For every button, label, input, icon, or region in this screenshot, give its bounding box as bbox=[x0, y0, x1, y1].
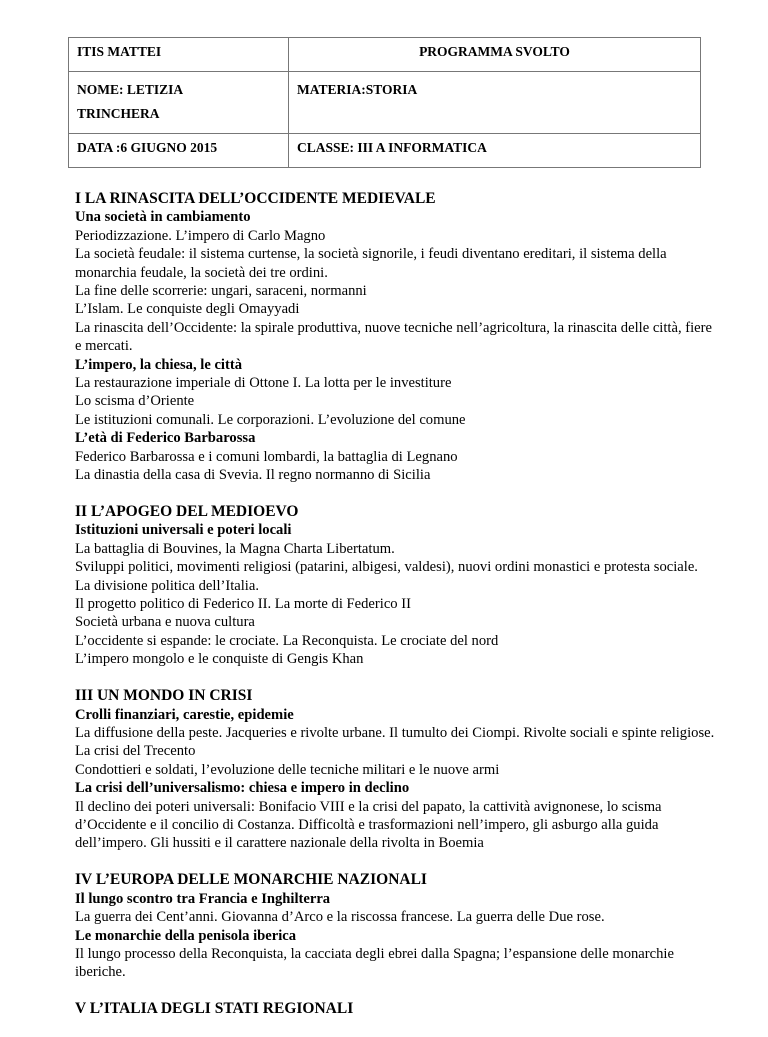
subsection-heading: Crolli finanziari, carestie, epidemie bbox=[75, 706, 294, 723]
topic-line: Federico Barbarossa e i comuni lombardi, la battaglia di Legnano bbox=[75, 448, 458, 465]
subsection-heading: Una società in cambiamento bbox=[75, 209, 251, 226]
subject-cell: MATERIA:STORIA bbox=[289, 72, 701, 134]
section-title: III UN MONDO IN CRISI bbox=[75, 687, 253, 705]
program-content bbox=[75, 190, 715, 1037]
topic-line: La restaurazione imperiale di Ottone I. La lotta per le investiture bbox=[75, 375, 452, 392]
name-cell bbox=[69, 72, 289, 134]
topic-line: La guerra dei Cent’anni. Giovanna d’Arco e la riscossa francese. La guerra delle Due rose. bbox=[75, 909, 605, 926]
topic-line: L’occidente si espande: le crociate. La Reconquista. Le crociate del nord bbox=[75, 632, 499, 649]
section bbox=[75, 190, 715, 485]
topic-line: Le istituzioni comunali. Le corporazioni. L’evoluzione del comune bbox=[75, 411, 466, 428]
topic-line: Il declino dei poteri universali: Bonifacio VIII e la crisi del papato, la cattività avignonese, lo scisma d’Occidente e il concilio di Costanza. Difficoltà e trasformazioni nell’impero, gli asburgo alla guida dell’impero. Gli hussiti e il carattere nazionale della rivolta in Boemia bbox=[75, 798, 662, 852]
topic-line: L’impero mongolo e le conquiste di Gengis Khan bbox=[75, 651, 364, 668]
class-cell: CLASSE: III A INFORMATICA bbox=[289, 134, 701, 168]
topic-line: Società urbana e nuova cultura bbox=[75, 614, 255, 631]
name-line-1: NOME: LETIZIA bbox=[77, 82, 184, 97]
topic-line: La rinascita dell’Occidente: la spirale produttiva, nuove tecniche nell’agricoltura, la rinascita delle città, fiere e mercati. bbox=[75, 319, 712, 355]
subsection-heading: Le monarchie della penisola iberica bbox=[75, 927, 297, 944]
subsection-heading: L’impero, la chiesa, le città bbox=[75, 356, 242, 373]
topic-line: La battaglia di Bouvines, la Magna Charta Libertatum. bbox=[75, 540, 395, 557]
subsection-heading: L’età di Federico Barbarossa bbox=[75, 430, 256, 447]
topic-line: Sviluppi politici, movimenti religiosi (patarini, albigesi, valdesi), nuovi ordini monastici e protesta sociale. La divisione politica dell’Italia. bbox=[75, 559, 698, 594]
date-cell: DATA :6 GIUGNO 2015 bbox=[69, 134, 289, 168]
subsection-heading: La crisi dell’universalismo: chiesa e impero in declino bbox=[75, 780, 410, 797]
section-title: V L’ITALIA DEGLI STATI REGIONALI bbox=[75, 1000, 354, 1018]
topic-line: La dinastia della casa di Svevia. Il regno normanno di Sicilia bbox=[75, 467, 431, 484]
section bbox=[75, 503, 715, 669]
section-title: IV L’EUROPA DELLE MONARCHIE NAZIONALI bbox=[75, 871, 427, 889]
section bbox=[75, 871, 715, 981]
section bbox=[75, 687, 715, 853]
topic-line: Il progetto politico di Federico II. La morte di Federico II bbox=[75, 596, 411, 613]
topic-line: La fine delle scorrerie: ungari, saraceni, normanni bbox=[75, 283, 367, 300]
topic-line: Il lungo processo della Reconquista, la cacciata degli ebrei dalla Spagna; l’espansione delle monarchie iberiche. bbox=[75, 945, 674, 981]
topic-line: L’Islam. Le conquiste degli Omayyadi bbox=[75, 301, 300, 318]
section-title: II L’APOGEO DEL MEDIOEVO bbox=[75, 503, 299, 520]
topic-line: Lo scisma d’Oriente bbox=[75, 393, 195, 410]
subsection-heading: Il lungo scontro tra Francia e Inghilterra bbox=[75, 890, 331, 907]
topic-line: La società feudale: il sistema curtense, la società signorile, i feudi diventano ereditari, il sistema della monarchia feudale, la società dei tre ordini. bbox=[75, 246, 667, 281]
school-cell: ITIS MATTEI bbox=[69, 38, 289, 72]
header-table bbox=[68, 37, 701, 168]
subsection-heading: Istituzioni universali e poteri locali bbox=[75, 522, 292, 539]
topic-line: Periodizzazione. L’impero di Carlo Magno bbox=[75, 227, 326, 244]
program-cell: PROGRAMMA SVOLTO bbox=[289, 38, 701, 72]
section-title: I LA RINASCITA DELL’OCCIDENTE MEDIEVALE bbox=[75, 190, 436, 207]
topic-line: Condottieri e soldati, l’evoluzione delle tecniche militari e le nuove armi bbox=[75, 761, 500, 778]
section bbox=[75, 1000, 715, 1018]
topic-line: La diffusione della peste. Jacqueries e rivolte urbane. Il tumulto dei Ciompi. Rivolte sociali e spinte religiose. La crisi del Trecento bbox=[75, 724, 715, 760]
name-line-2: TRINCHERA bbox=[77, 106, 160, 121]
